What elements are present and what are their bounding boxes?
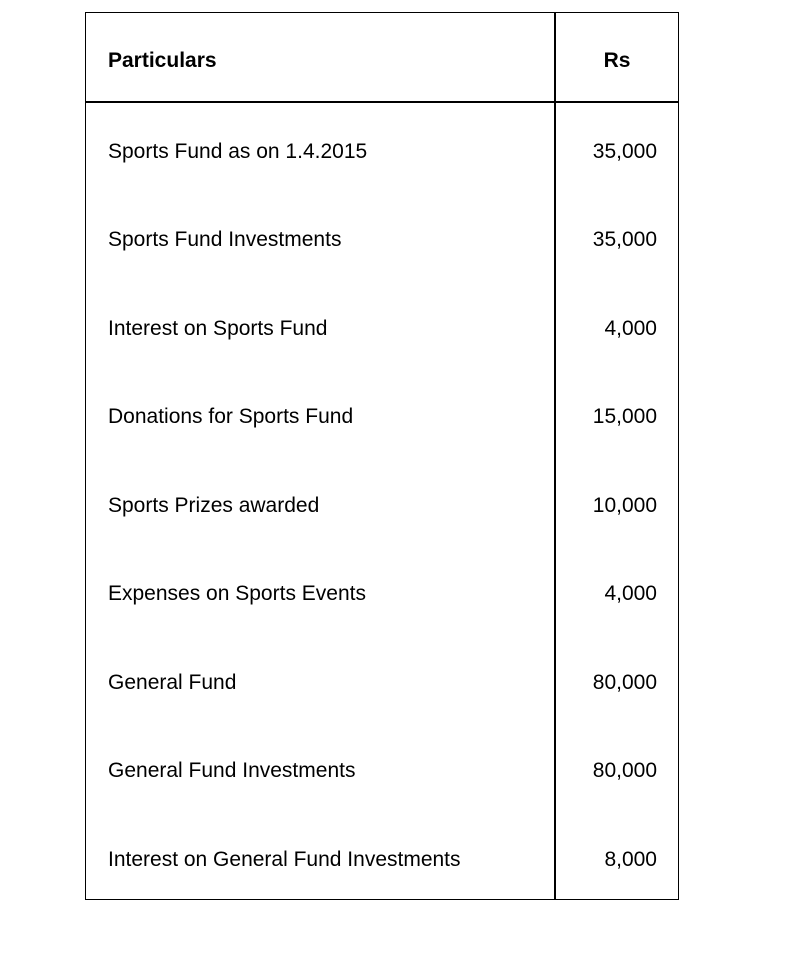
row-particular: Expenses on Sports Events [108, 582, 366, 605]
row-amount: 35,000 [592, 140, 657, 163]
header-amount: Rs [603, 49, 631, 72]
row-amount: 15,000 [592, 405, 657, 428]
row-particular: Interest on General Fund Investments [108, 848, 461, 871]
row-amount: 8,000 [604, 848, 657, 871]
row-particular: General Fund [108, 671, 237, 694]
row-particular: Sports Fund as on 1.4.2015 [108, 140, 368, 163]
row-particular: General Fund Investments [108, 759, 356, 782]
row-particular: Sports Prizes awarded [108, 494, 320, 517]
row-amount: 80,000 [592, 759, 657, 782]
header-divider [86, 101, 678, 103]
row-amount: 4,000 [604, 317, 657, 340]
ledger-table [85, 12, 679, 900]
row-amount: 4,000 [604, 582, 657, 605]
row-particular: Sports Fund Investments [108, 228, 342, 251]
row-amount: 35,000 [592, 228, 657, 251]
row-amount: 80,000 [592, 671, 657, 694]
column-divider [554, 13, 556, 899]
row-particular: Interest on Sports Fund [108, 317, 328, 340]
row-amount: 10,000 [592, 494, 657, 517]
header-particulars: Particulars [108, 49, 217, 72]
row-particular: Donations for Sports Fund [108, 405, 354, 428]
